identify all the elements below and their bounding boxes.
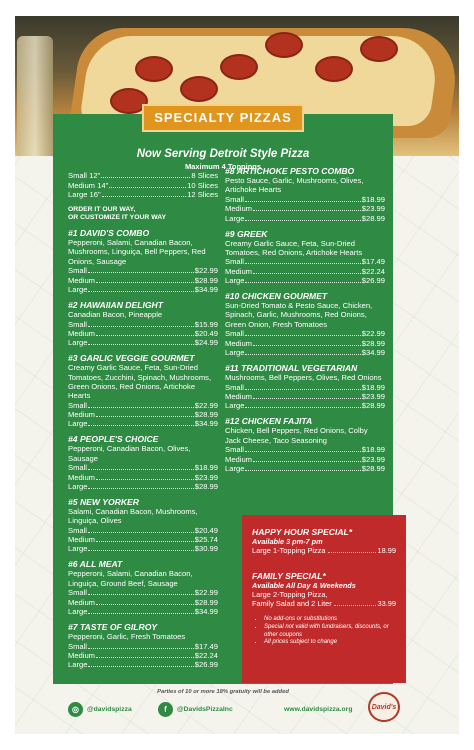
- price-row: Small $18.99: [225, 194, 385, 204]
- pepperoni-image: [315, 56, 353, 82]
- price-row: Small $18.99: [225, 382, 385, 392]
- pizza-description: Salami, Canadian Bacon, Mushrooms, Linguiça, Olives: [68, 506, 198, 526]
- drink-glass-image: [17, 36, 53, 156]
- happy-hour-offer: Large 1-Topping Pizza 18.99: [252, 546, 396, 555]
- pizza-description: Pepperoni, Garlic, Fresh Tomatoes: [68, 632, 186, 642]
- pepperoni-image: [180, 76, 218, 102]
- price-row: Large $28.99: [225, 213, 385, 223]
- pizza-name: #10 CHICKEN GOURMET: [225, 291, 328, 302]
- pizza-description: Sun-Dried Tomato & Pesto Sauce, Chicken, Spinach, Garlic, Mushrooms, Red Onions, Green Onion, Fresh Tomatoes: [225, 301, 373, 329]
- family-special-availability: Available All Day & Weekends: [252, 581, 356, 590]
- pizza-description: Pepperoni, Salami, Canadian Bacon, Linguiça, Ground Beef, Sausage: [68, 569, 193, 588]
- size-list: [68, 171, 218, 199]
- instagram-link[interactable]: ◎ @davidspizza: [68, 700, 132, 718]
- price-row: Small 12" 8 Slices: [68, 171, 218, 181]
- price-row: Small $22.99: [225, 329, 385, 339]
- pizza-name: #11 TRADITIONAL VEGETARIAN: [225, 362, 358, 373]
- price-row: Large $26.99: [68, 660, 218, 670]
- price-row: Medium $28.99: [68, 409, 218, 419]
- price-row: Small $18.99: [225, 445, 385, 455]
- special-note: • All prices subject to change: [264, 639, 396, 647]
- section-banner: SPECIALTY PIZZAS: [142, 104, 304, 132]
- pizza-description: Creamy Garlic Sauce, Feta, Sun-Dried Tomatoes, Zucchini, Spinach, Mushrooms, Green Onions, Red Onions, Artichoke Hearts: [68, 363, 212, 400]
- pizza-description: Pepperoni, Salami, Canadian Bacon, Mushrooms, Linguiça, Bell Peppers, Red Onions, Sausage: [68, 238, 206, 266]
- price-row: Medium $28.99: [68, 275, 218, 285]
- pizza-description: Pesto Sauce, Garlic, Mushrooms, Olives, Artichoke Hearts: [225, 176, 364, 195]
- specials-box: [242, 515, 406, 683]
- price-row: Medium $28.99: [225, 338, 385, 348]
- price-row: Large $26.99: [225, 276, 385, 286]
- pizza-description: Pepperoni, Canadian Bacon, Olives, Sausage: [68, 444, 191, 463]
- price-row: Small $22.99: [68, 266, 218, 276]
- pepperoni-image: [360, 36, 398, 62]
- price-row: Small $20.49: [68, 525, 218, 535]
- price-row: Medium $23.99: [225, 204, 385, 214]
- price-row: Large $34.99: [68, 607, 218, 617]
- davids-logo: David's: [368, 692, 400, 722]
- price-row: Medium 14" 10 Slices: [68, 180, 218, 190]
- price-row: Large $34.99: [68, 419, 218, 429]
- pepperoni-image: [265, 32, 303, 58]
- price-row: Medium $20.49: [68, 328, 218, 338]
- pepperoni-image: [220, 54, 258, 80]
- price-row: Small $15.99: [68, 319, 218, 329]
- customize-note: ORDER IT OUR WAY, OR CUSTOMIZE IT YOUR WAY: [68, 206, 167, 222]
- pepperoni-image: [135, 56, 173, 82]
- price-row: Large $24.99: [68, 338, 218, 348]
- price-row: Large $28.99: [225, 463, 385, 473]
- price-row: Large $34.99: [225, 347, 385, 357]
- price-row: Large $30.99: [68, 544, 218, 554]
- pizza-name: #6 ALL MEAT: [68, 559, 123, 570]
- menu-subtitle: Now Serving Detroit Style Pizza: [136, 148, 310, 160]
- pizza-name: #2 HAWAIIAN DELIGHT: [68, 299, 164, 310]
- right-column: [225, 160, 385, 473]
- pizza-name: #5 NEW YORKER: [68, 496, 139, 507]
- gratuity-note: Parties of 10 or more 18% gratuity will be added: [157, 689, 289, 695]
- family-special-offer: Family Salad and 2 Liter 33.99: [252, 599, 396, 608]
- pizza-name: #4 PEOPLE'S CHOICE: [68, 434, 159, 445]
- price-row: Medium $28.99: [68, 597, 218, 607]
- pizza-description: Creamy Garlic Sauce, Feta, Sun-Dried Tomatoes, Red Onions, Artichoke Hearts: [225, 238, 363, 257]
- instagram-icon: ◎: [68, 702, 83, 717]
- facebook-link[interactable]: f @DavidsPizzaInc: [158, 700, 233, 718]
- right-menu-items: [225, 166, 385, 473]
- pizza-description: Mushrooms, Bell Peppers, Olives, Red Onions: [225, 372, 382, 382]
- happy-hour-availability: Available 3 pm-7 pm: [252, 537, 323, 546]
- left-column: [68, 171, 218, 669]
- price-row: Large $28.99: [225, 401, 385, 411]
- price-row: Small $22.99: [68, 588, 218, 598]
- price-row: Medium $25.74: [68, 535, 218, 545]
- pizza-name: #12 CHICKEN FAJITA: [225, 416, 313, 427]
- pizza-name: #9 GREEK: [225, 228, 268, 239]
- price-row: Small $17.49: [68, 641, 218, 651]
- price-row: Medium $23.99: [68, 472, 218, 482]
- price-row: Small $22.99: [68, 400, 218, 410]
- price-row: Medium $23.99: [225, 454, 385, 464]
- max-toppings-note: Maximum 4 Toppings: [184, 162, 262, 171]
- price-row: Large $28.99: [68, 481, 218, 491]
- special-note: • Special not valid with fundraisers, discounts, or other coupons: [264, 624, 396, 640]
- pizza-name: #8 ARTICHOKE PESTO COMBO: [225, 166, 355, 176]
- pizza-description: Chicken, Bell Peppers, Red Onions, Colby Jack Cheese, Taco Seasoning: [225, 426, 368, 445]
- pizza-name: #1 DAVID'S COMBO: [68, 228, 150, 239]
- special-note: • No add-ons or substitutions: [264, 616, 396, 624]
- price-row: Large 16" 12 Slices: [68, 190, 218, 200]
- pizza-name: #3 GARLIC VEGGIE GOURMET: [68, 353, 195, 364]
- pizza-name: #7 TASTE OF GILROY: [68, 622, 158, 633]
- price-row: Small $18.99: [68, 463, 218, 473]
- price-row: Medium $22.24: [68, 651, 218, 661]
- price-row: Medium $23.99: [225, 391, 385, 401]
- facebook-icon: f: [158, 702, 173, 717]
- left-menu-items: [68, 228, 218, 669]
- website-link[interactable]: www.davidspizza.org: [284, 705, 353, 713]
- price-row: Large $34.99: [68, 284, 218, 294]
- family-special-line: Large 2-Topping Pizza,: [252, 590, 328, 599]
- family-special-title: FAMILY SPECIAL*: [252, 571, 326, 581]
- special-notes: [252, 616, 396, 647]
- pizza-description: Canadian Bacon, Pineapple: [68, 309, 163, 319]
- price-row: Medium $22.24: [225, 266, 385, 276]
- price-row: Small $17.49: [225, 257, 385, 267]
- happy-hour-title: HAPPY HOUR SPECIAL*: [252, 527, 353, 537]
